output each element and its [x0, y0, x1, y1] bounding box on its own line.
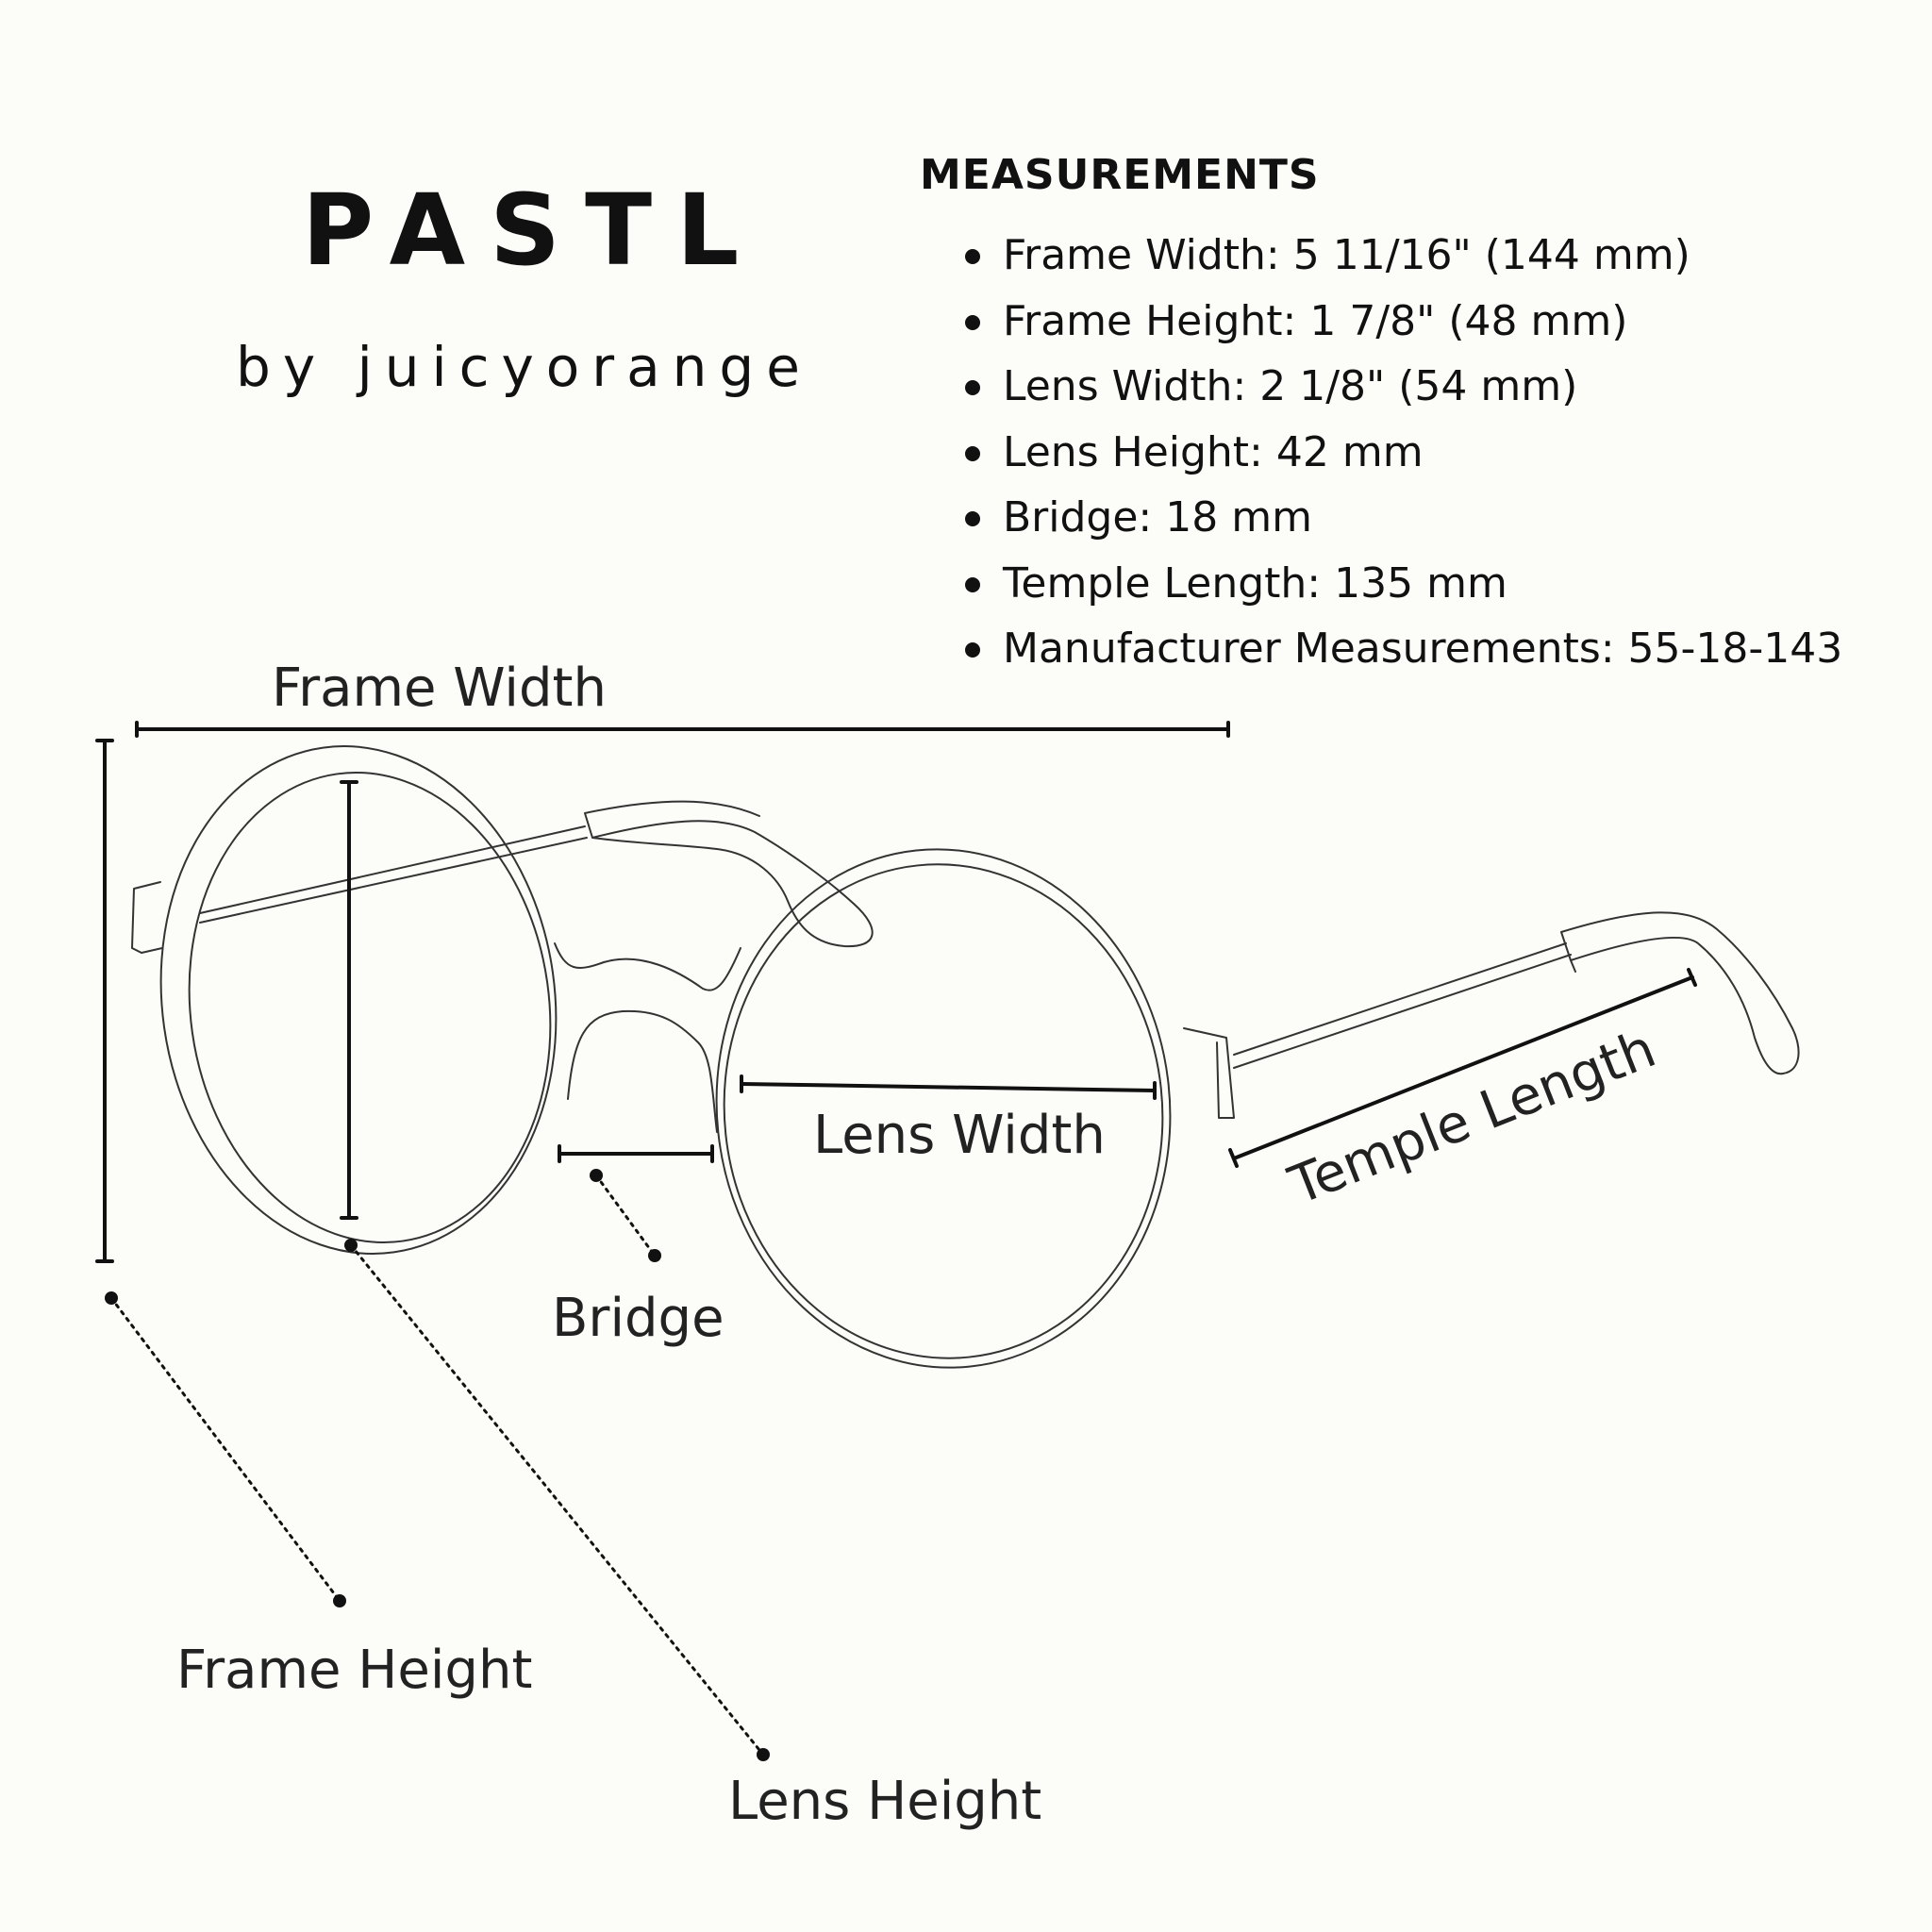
right-end-piece — [1184, 1028, 1234, 1118]
frame-height-dot-start — [105, 1291, 118, 1305]
left-lens-rim-inner — [159, 749, 580, 1266]
lens-width-line — [741, 1084, 1155, 1091]
bridge-dot-end — [648, 1249, 661, 1262]
bridge-label: Bridge — [552, 1288, 724, 1349]
lens-height-dot-end — [757, 1748, 770, 1761]
bridge-underside — [568, 1011, 717, 1132]
brand-name: PASTL — [302, 173, 764, 288]
temple-length-label: Temple Length — [1281, 1018, 1664, 1218]
frame-width-label: Frame Width — [272, 658, 607, 719]
far-temple-tip — [585, 802, 873, 947]
measurements-title: MEASUREMENTS — [920, 151, 1320, 199]
frame-height-dot-end — [333, 1594, 346, 1607]
lens-height-label: Lens Height — [728, 1771, 1042, 1832]
lens-width-label: Lens Width — [813, 1105, 1106, 1166]
near-temple-arm — [1234, 943, 1571, 1068]
frame-height-label: Frame Height — [176, 1640, 533, 1701]
lens-height-dot-start — [344, 1239, 358, 1252]
measurement-frame-height: Frame Height: 1 7/8" (48 mm) — [920, 289, 1920, 355]
left-end-piece — [132, 882, 162, 953]
measurement-frame-width: Frame Width: 5 11/16" (144 mm) — [920, 223, 1920, 289]
measurement-lens-width: Lens Width: 2 1/8" (54 mm) — [920, 354, 1920, 420]
measurement-bridge: Bridge: 18 mm — [920, 485, 1920, 551]
measurement-manufacturer: Manufacturer Measurements: 55-18-143 — [920, 616, 1920, 682]
brand-subtitle: by juicyorange — [236, 335, 812, 399]
bridge-dot-start — [590, 1169, 603, 1182]
dimension-lines — [97, 723, 1695, 1261]
left-lens-rim-outer — [128, 721, 588, 1280]
far-temple-arm — [200, 826, 587, 923]
bridge-leader — [596, 1175, 655, 1256]
measurement-temple-length: Temple Length: 135 mm — [920, 551, 1920, 617]
measurement-lens-height: Lens Height: 42 mm — [920, 420, 1920, 486]
bridge-shape — [555, 943, 741, 991]
frame-height-leader — [111, 1298, 340, 1601]
